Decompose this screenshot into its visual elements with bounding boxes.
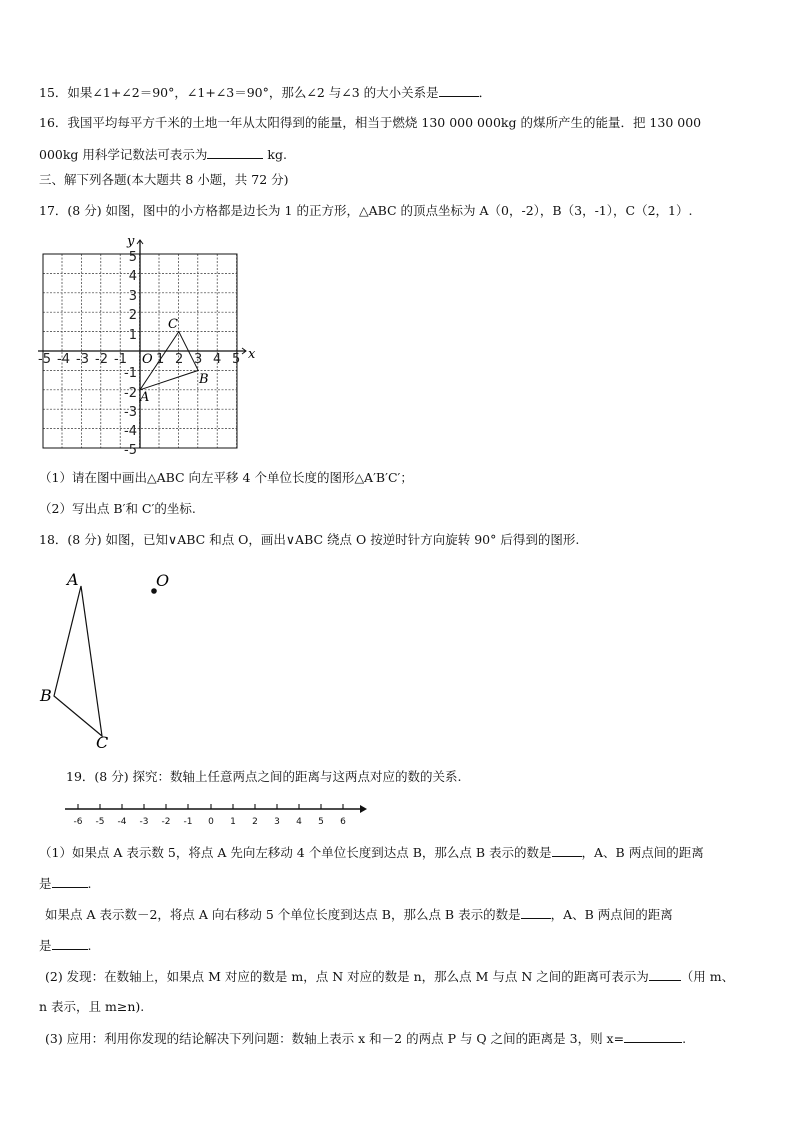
- vertex-c-label: C: [96, 733, 109, 752]
- number-line-label: 3: [274, 817, 280, 827]
- part3-text: (3) 应用：利用你发现的结论解决下列问题：数轴上表示 x 和－2 的两点 P 与 Q 之间的距离是 3，则 x=: [45, 1031, 625, 1046]
- coordinate-grid-figure: [36, 232, 258, 454]
- x-tick-label: -4: [57, 352, 70, 367]
- question-17-stem: 17．(8 分) 如图，图中的小方格都是边长为 1 的正方形，△ABC 的顶点坐标为 A（0，-2），B（3，-1），C（2，1）.: [39, 203, 693, 218]
- part2-text: (2) 发现：在数轴上，如果点 M 对应的数是 m，点 N 对应的数是 n，那么点 M 与点 N 之间的距离可表示为: [45, 969, 649, 984]
- question-19-part1b-line2: [39, 937, 92, 954]
- number-line-label: -4: [117, 817, 127, 827]
- x-tick-label: -5: [38, 352, 51, 367]
- question-19-part1-line1: [39, 844, 704, 861]
- y-tick-label: -3: [124, 405, 137, 420]
- part1-text-end: .: [87, 876, 92, 891]
- number-line-label: 4: [296, 817, 302, 827]
- answer-blank[interactable]: [52, 937, 88, 950]
- point-o-label: O: [156, 571, 170, 590]
- answer-blank[interactable]: [521, 906, 551, 919]
- part1b-text-end: .: [87, 938, 92, 953]
- question-16-line2: [39, 146, 287, 163]
- number-line-label: 6: [340, 817, 346, 827]
- y-tick-label: 1: [128, 328, 137, 343]
- answer-blank[interactable]: [439, 84, 479, 97]
- answer-blank[interactable]: [207, 146, 263, 159]
- question-17-part2: （2）写出点 B′和 C′的坐标.: [39, 501, 196, 516]
- question-16-unit: kg.: [263, 147, 287, 162]
- number-line-label: -5: [95, 817, 105, 827]
- question-19-part2-line2: n 表示，且 m≥n).: [39, 999, 145, 1014]
- x-tick-label: -2: [95, 352, 108, 367]
- answer-blank[interactable]: [649, 968, 681, 981]
- part1b-text-cont: ，A、B 两点间的距离: [550, 907, 673, 922]
- point-c-label: C: [168, 317, 178, 332]
- number-line-arrow: [360, 805, 367, 813]
- part1b-text: 如果点 A 表示数－2，将点 A 向右移动 5 个单位长度到达点 B，那么点 B 表示的数是: [45, 907, 521, 922]
- triangle-abc: [54, 586, 102, 736]
- question-15-end: ．: [478, 85, 492, 100]
- number-line-label: 1: [230, 817, 236, 827]
- y-tick-label: 4: [128, 269, 137, 284]
- x-tick-label: 3: [194, 352, 203, 367]
- triangle-abc-figure: [36, 566, 186, 756]
- question-16-line2-text: 000kg 用科学记数法可表示为: [39, 147, 208, 162]
- number-line-figure: [62, 798, 368, 828]
- part1-text-cont: ，A、B 两点间的距离: [581, 845, 704, 860]
- part3-text-end: .: [682, 1031, 687, 1046]
- x-tick-labels: [38, 352, 240, 367]
- question-19-part3: [45, 1030, 686, 1047]
- x-tick-label: 4: [213, 352, 222, 367]
- question-19-part1-line2: [39, 875, 92, 892]
- x-axis-label: x: [248, 347, 256, 362]
- question-17-part1: （1）请在图中画出△ABC 向左平移 4 个单位长度的图形△A′B′C′；: [39, 470, 413, 485]
- question-19-part1b-line1: [45, 906, 673, 923]
- origin-label: O: [142, 352, 153, 367]
- number-line-label: -2: [161, 817, 171, 827]
- y-tick-label: 2: [128, 308, 137, 323]
- question-19-part2-line1: [45, 968, 734, 985]
- y-tick-label: -2: [124, 386, 137, 401]
- y-tick-label: -5: [124, 443, 137, 454]
- part1b-text: 是: [39, 938, 52, 953]
- x-tick-label: 2: [175, 352, 184, 367]
- question-18-stem: 18．(8 分) 如图，已知∨ABC 和点 O，画出∨ABC 绕点 O 按逆时针方向旋转 90° 后得到的图形.: [39, 532, 580, 547]
- x-tick-label: 1: [156, 352, 165, 367]
- part1-text: 是: [39, 876, 52, 891]
- number-line-labels: [74, 817, 347, 827]
- x-tick-label: -1: [114, 352, 127, 367]
- point-b-label: B: [199, 372, 209, 387]
- part1-text: （1）如果点 A 表示数 5，将点 A 先向左移动 4 个单位长度到达点 B，那么点 B 表示的数是: [39, 845, 552, 860]
- y-axis-label: y: [127, 234, 135, 249]
- answer-blank[interactable]: [552, 844, 582, 857]
- y-tick-label: -4: [124, 424, 137, 439]
- number-line-label: -1: [183, 817, 193, 827]
- part2-text-cont: （用 m、: [680, 969, 735, 984]
- number-line-label: -6: [73, 817, 83, 827]
- answer-blank[interactable]: [624, 1030, 682, 1043]
- question-19-stem: 19．(8 分) 探究：数轴上任意两点之间的距离与这两点对应的数的关系.: [66, 769, 462, 784]
- question-15: [39, 84, 491, 101]
- vertex-a-label: A: [67, 570, 79, 589]
- number-line-label: 0: [208, 817, 214, 827]
- vertex-b-label: B: [40, 686, 52, 705]
- question-15-text: 15．如果∠1+∠2＝90°，∠1+∠3＝90°，那么∠2 与∠3 的大小关系是: [39, 85, 439, 100]
- number-line-label: 2: [252, 817, 258, 827]
- y-tick-label: 3: [128, 289, 137, 304]
- x-tick-label: -3: [76, 352, 89, 367]
- number-line-label: -3: [139, 817, 149, 827]
- answer-blank[interactable]: [52, 875, 88, 888]
- question-16-line1: 16．我国平均每平方千米的土地一年从太阳得到的能量，相当于燃烧 130 000 000kg 的煤所产生的能量．把 130 000: [39, 115, 702, 130]
- y-tick-label: -1: [124, 366, 137, 381]
- point-a-label: A: [140, 390, 150, 405]
- number-line-label: 5: [318, 817, 324, 827]
- y-tick-label: 5: [128, 250, 137, 265]
- x-tick-label: 5: [232, 352, 241, 367]
- section-heading: 三、解下列各题(本大题共 8 小题，共 72 分): [39, 172, 289, 187]
